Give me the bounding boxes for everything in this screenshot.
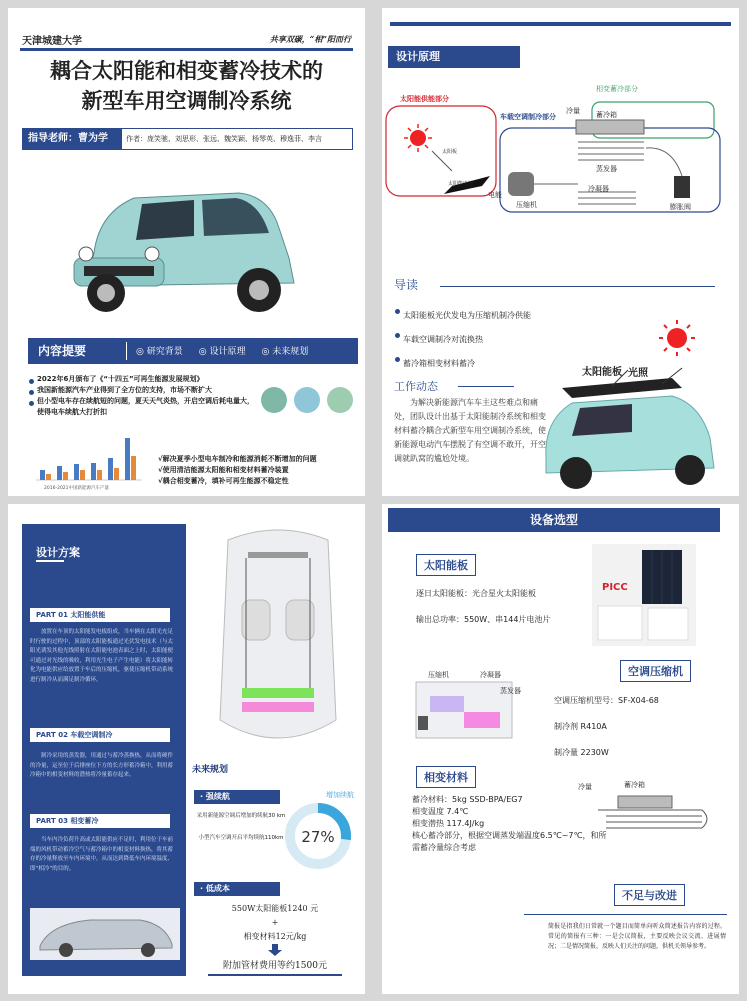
mini-ev-car-image — [64, 158, 314, 323]
solar-panel-product-image — [592, 544, 696, 646]
equip-title: 设备选型 — [388, 508, 720, 532]
globe-images — [260, 372, 356, 427]
gauge-value: 27% — [301, 828, 335, 846]
work-title: 工作动态 — [394, 380, 438, 393]
car-light-label: 光照 — [628, 368, 648, 379]
solution-item: √耦合相变蓄冷，填补可再生能源不稳定性 — [158, 477, 289, 485]
pcm-spec: 相变温度 7.4℃ — [412, 807, 469, 816]
range-text-2: 小型汽车空调开启平均续航110km — [198, 835, 284, 841]
comp-label-compressor: 压缩机 — [428, 671, 449, 679]
advisor-label: 指导老师：曹为学 — [22, 128, 121, 150]
arrow-down-icon — [268, 944, 282, 956]
range-text-1: 采用新能源空调后增加的续航30 km — [196, 813, 286, 819]
cost-line-2: 相变材料12元/kg — [243, 932, 307, 941]
car-panel-label: 太阳能板 — [582, 367, 622, 378]
condenser-label: 冷凝器 — [588, 185, 609, 193]
compressor-spec: 空调压缩机型号：SF-X04-68 — [554, 696, 659, 705]
range-title: · 强续航 — [194, 790, 280, 804]
pcm-cold-label: 冷量 — [578, 783, 592, 791]
car-top-view-image — [198, 520, 358, 760]
slogan: 共享双碳，“相”阳而行 — [269, 34, 351, 44]
solar-model: 逐日太阳能板：光合星火太阳能板 — [416, 589, 536, 598]
solar-power: 输出总功率：550W、串144片电池片 — [416, 615, 551, 624]
part2-text: 制冷采用的蒸发器，用通过与蓄冷蒸换热，从而将硬件的冷量，运至位于后排座位下方的长方形蓄冷箱中，利用蓄冷箱中的相变材料的潜热将冷量蓄存起来。 — [30, 753, 174, 778]
compressor-specs — [554, 688, 659, 766]
guide-list — [394, 304, 531, 376]
solar-car-image — [532, 308, 732, 496]
cost-line-1: 550W太阳能板1240 元 — [231, 904, 319, 913]
part3-text: 当车内冷负荷升高或太阳能供应不足时，利用位于车前端的风机带动蓄冷空气与蓄冷箱中的相变材料换热，将其蓄存的冷量释放至车内环境中，从而达到降低车内环境温度、即“相冷”的目的。 — [30, 837, 174, 872]
picc-logo: PICC — [602, 582, 628, 593]
contents-items — [136, 344, 308, 357]
cold-label: 冷量 — [566, 107, 580, 115]
pcm-storage-label: 蓄冷箱 — [624, 781, 645, 789]
pcm-spec: 核心蓄冷部分，根据空调蒸发端温度6.5℃~7℃，和所需蓄冷量综合考虑 — [412, 831, 607, 852]
pcm-spec: 蓄冷材料：5kg SSD-BPA/EG7 — [412, 795, 523, 804]
cost-title: · 低成本 — [194, 882, 280, 896]
plan-title: 设计方案 — [36, 546, 80, 559]
plus-sign: + — [271, 918, 279, 927]
pcm-title: 相变材料 — [416, 766, 476, 788]
solution-item: √使用清洁能源太阳能和相变材料蓄冷装置 — [158, 466, 289, 474]
work-text: 为解决新能源汽车车主这些难点和痛处，团队设计出基于太阳能制冷系统和相变材料蓄冷耦合式新型车用空调制冷系统，使新能源电动汽车摆脱了有空调不敢开，开空调就趴窝的尴尬处境。 — [394, 398, 546, 463]
cost-total: 附加管材费用等约1500元 — [223, 961, 327, 971]
improve-title: 不足与改进 — [614, 884, 685, 906]
guide-title: 导读 — [394, 278, 419, 292]
pcm-spec: 相变潜热 117.4J/kg — [412, 819, 485, 828]
solar-title: 太阳能板 — [416, 554, 476, 576]
bullet-item: 我国新能源汽车产业得到了全方位的支持，市场不断扩大 — [28, 385, 258, 396]
contents-item-principle: ◎ 设计原理 — [198, 347, 246, 357]
comp-label-condenser: 冷凝器 — [480, 671, 501, 679]
poster-page-4 — [382, 504, 739, 994]
compressor-title: 空调压缩机 — [620, 660, 691, 682]
plan-panel — [22, 524, 186, 976]
chart-caption: 2016-2021中国新能源汽车产量 — [44, 486, 110, 491]
gauge-label: 增加续航 — [326, 791, 354, 799]
part2-title: PART 02 车载空调制冷 — [30, 728, 170, 742]
bullet-item: 但小型电车存在续航短的问题，夏天天气炎热，开启空调后耗电量大，使得电车续航大打折扣 — [28, 396, 258, 418]
university-name: 天津城建大学 — [22, 36, 82, 47]
compressor-spec: 制冷剂 R410A — [554, 722, 607, 731]
contents-bar — [28, 338, 358, 364]
bullet-item: 2022年6月颁布了《“十四五”可再生能源发展规划》 — [28, 374, 258, 385]
controller-label: 太阳能电池 — [448, 181, 474, 187]
solar-part-label: 太阳能供能部分 — [400, 95, 449, 103]
pcm-part-label: 相变蓄冷部分 — [596, 85, 638, 93]
authors: 作者：庞笑驰、刘思形、张远、魏笑颖、杨琴英、穆逸菲、李言 — [121, 128, 353, 150]
compressor-spec: 制冷量 2230W — [554, 748, 609, 757]
poster-page-3 — [8, 504, 365, 994]
compressor-label: 压缩机 — [516, 201, 537, 209]
comp-label-evaporator: 蒸发器 — [500, 687, 521, 695]
part1-title: PART 01 太阳能供能 — [30, 608, 170, 622]
principle-title: 设计原理 — [388, 46, 520, 68]
storage-label: 蓄冷箱 — [596, 111, 617, 119]
poster-page-2 — [382, 8, 739, 496]
power-label: 电能 — [488, 191, 502, 199]
guide-item: 车载空调制冷对流换热 — [394, 328, 531, 352]
contents-item-background: ◎ 研究背景 — [136, 347, 183, 357]
panel-label: 太阳板 — [442, 149, 458, 155]
car-side-image — [30, 908, 180, 960]
ev-production-chart — [30, 428, 148, 492]
guide-item: 蓄冷箱相变材料蓄冷 — [394, 352, 531, 376]
improve-text: 简报是指我们日常就一个题目而简单向听众简述报告内容的过程。常见的简报有三种：一是会议简报，主要反映会议交流、进展情况；二是情况简报，反映人们关注的问题，供机关领导参考。 — [548, 923, 726, 950]
background-bullets — [28, 374, 258, 418]
part3-title: PART 03 相变蓄冷 — [30, 814, 170, 828]
future-title: 未来规划 — [192, 765, 229, 775]
solution-list — [158, 454, 363, 487]
poster-title: 耦合太阳能和相变蓄冷技术的 新型车用空调制冷系统 — [50, 58, 323, 113]
ac-part-label: 车载空调制冷部分 — [500, 113, 556, 121]
storage-box-diagram — [578, 782, 728, 834]
poster-page-1 — [8, 8, 365, 496]
throttle-label: 膨胀阀 — [670, 203, 691, 211]
contents-title: 内容提要 — [38, 344, 87, 358]
solution-item: √解决夏季小型电车制冷和能源消耗不断增加的问题 — [158, 455, 317, 463]
guide-item: 太阳能板光伏发电为压缩机制冷供能 — [394, 304, 531, 328]
contents-item-plan: ◎ 未来规划 — [261, 347, 309, 357]
compressor-system-image — [406, 672, 518, 744]
header-rule — [20, 48, 353, 51]
part1-text: 放置在车顶的太阳能发电板组成，当车辆在太阳光充足时行驶的过程中，顶部的太阳能板通过光伏发电技术（与太阳光诱发其他光线照射在太阳能电池表面之上时，太阳能便可通过对光线的吸收，利用光生电子产生电能）将太阳能转化为电能供应给放置于车后的压缩机，驱使压缩机带动系统进行制冷从而满足制冷循环。 — [30, 629, 174, 683]
cost-list — [192, 902, 358, 944]
evaporator-label: 蒸发器 — [596, 165, 617, 173]
